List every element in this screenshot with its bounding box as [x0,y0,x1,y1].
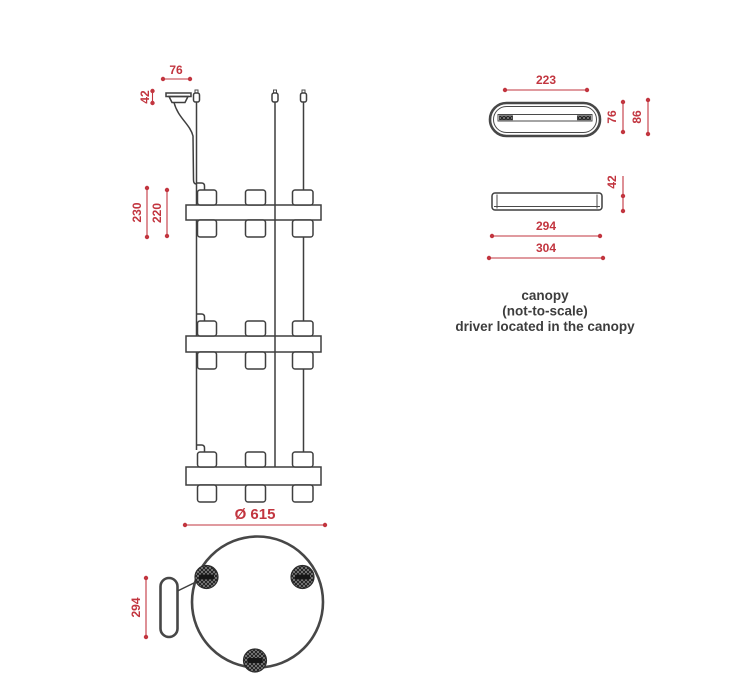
svg-text:230: 230 [130,202,144,223]
slot-end-left [500,116,513,120]
caption-line-3: driver located in the canopy [455,319,635,334]
svg-text:223: 223 [535,73,557,87]
dimension-stack-inner [150,188,169,238]
mini-canopy-side [166,93,191,103]
power-cable [174,103,197,185]
pendant-side-view [130,63,327,527]
lamp-holder-top-left [195,566,218,589]
svg-text:86: 86 [630,110,644,124]
cable-grippers [194,90,307,102]
svg-text:304: 304 [535,241,557,255]
caption-line-1: canopy [521,288,569,303]
dimension-stack-outer [130,186,149,239]
canopy-profile-view [487,175,625,260]
light-bar-3 [186,467,321,485]
pendant-bottom-view [129,537,323,673]
dimension-ring-diameter [183,506,327,527]
dimension-canopy-profile-height [605,175,625,213]
dimension-canopy-width [161,63,192,81]
slot-end-right [578,116,591,120]
dimension-canopy-profile-length-inner [490,219,602,238]
canopy-bottom-view [161,578,178,637]
lamp-holder-top-right [291,566,314,589]
svg-text:76: 76 [169,63,183,77]
svg-text:42: 42 [138,90,152,104]
svg-text:42: 42 [605,175,619,189]
svg-text:76: 76 [605,110,619,124]
caption-line-2: (not-to-scale) [502,303,588,319]
light-bar-1 [186,205,321,220]
dimension-canopy-top-height-inner [605,100,625,134]
svg-text:Ø 615: Ø 615 [234,506,276,523]
svg-text:220: 220 [150,202,164,224]
dimension-canopy-height [138,89,155,105]
ring-outline [192,537,323,668]
light-bar-2 [186,336,321,352]
dimension-canopy-top-height-outer [630,98,650,136]
dimension-canopy-profile-length-outer [487,241,605,260]
svg-text:294: 294 [535,219,557,233]
lamp-holder-bottom [244,649,267,672]
dimension-canopy-top-width [503,73,589,92]
canopy-top-view [490,73,650,136]
dimension-bottom-canopy-length [129,576,148,639]
svg-text:294: 294 [129,597,143,618]
canopy-caption [455,288,635,334]
